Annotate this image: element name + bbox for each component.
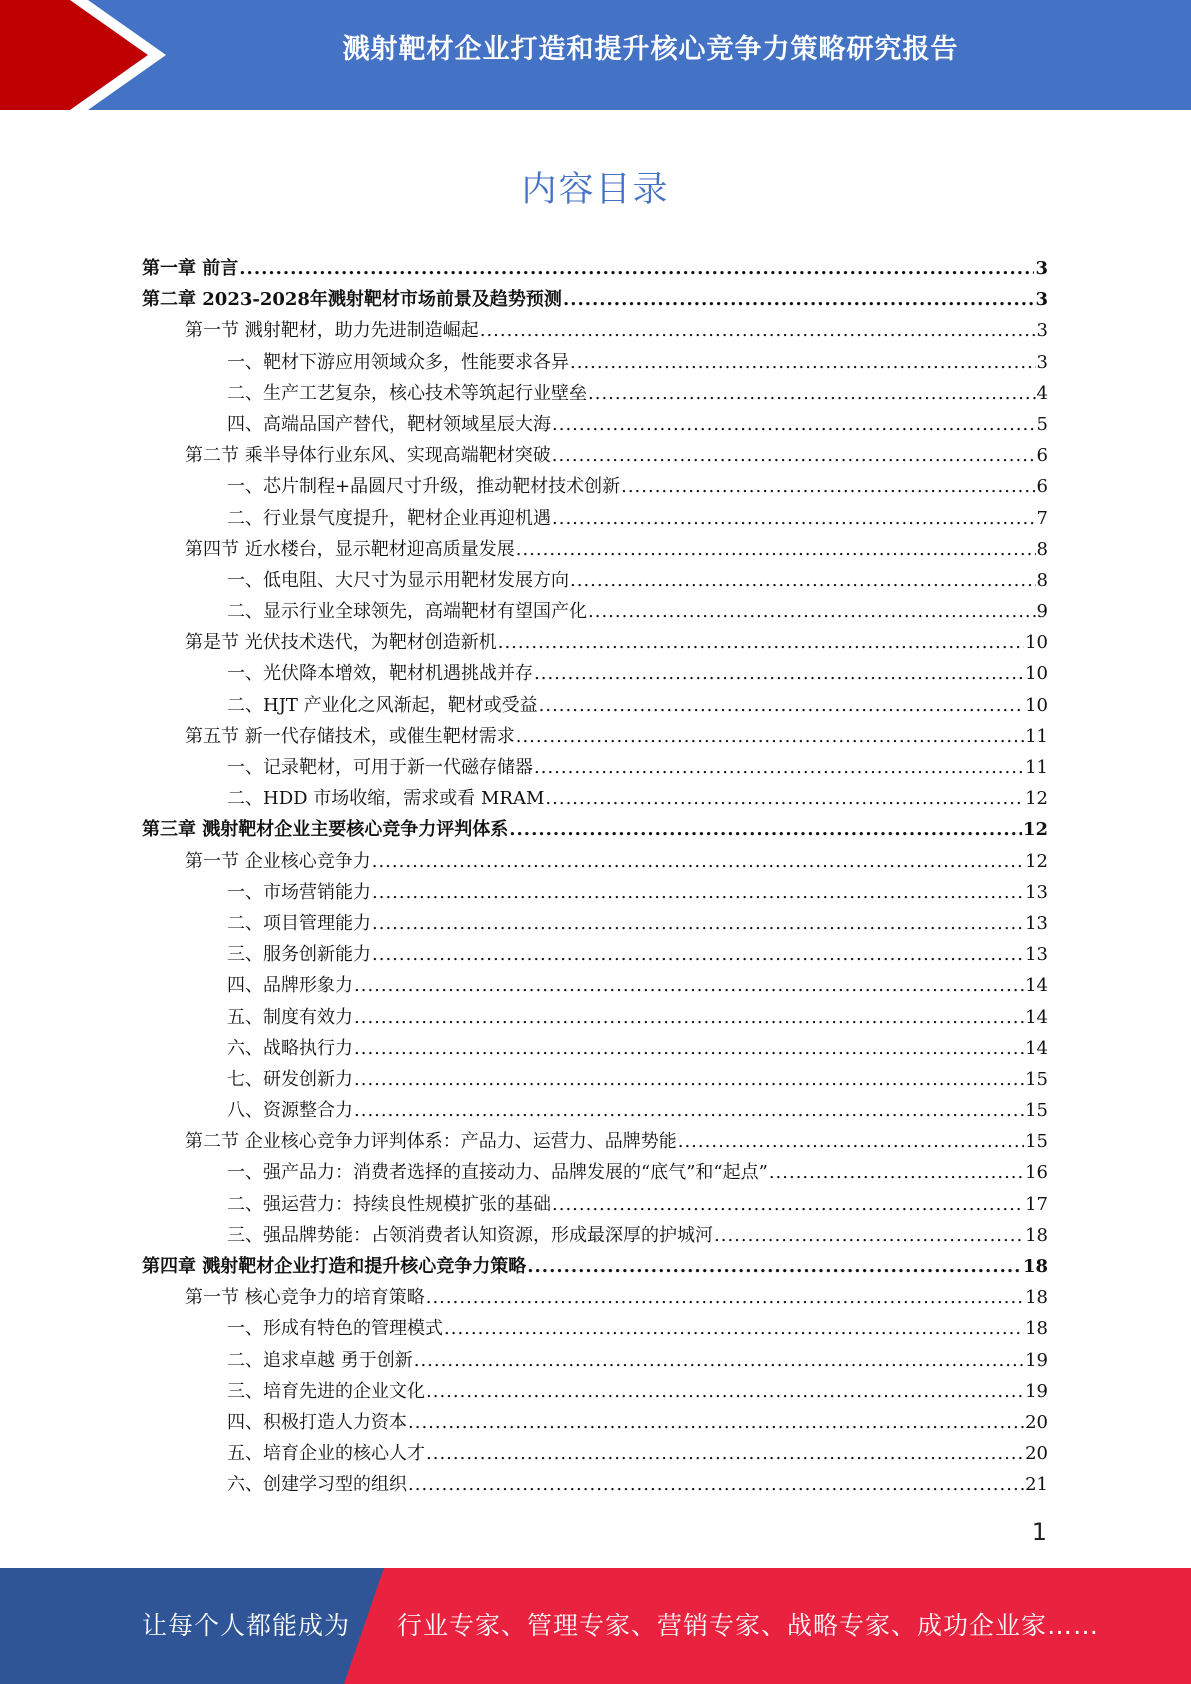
toc-entry[interactable]: [142, 565, 1048, 596]
toc-entry-title: 二、行业景气度提升，靶材企业再迎机遇: [227, 507, 551, 529]
toc-entry-title: 第四章 溅射靶材企业打造和提升核心竞争力策略: [142, 1256, 527, 1277]
toc-dot-leader: [354, 1064, 1024, 1095]
toc-entry-page: 17: [1025, 1193, 1048, 1215]
toc-dot-leader: [552, 1189, 1024, 1220]
toc-entry[interactable]: [142, 814, 1048, 845]
toc-dot-leader: [678, 1126, 1024, 1157]
toc-entry-page: 11: [1025, 725, 1048, 747]
toc-entry-page: 6: [1036, 445, 1048, 467]
toc-entry[interactable]: [142, 1345, 1048, 1376]
footer-slogan-right: 行业专家、管理专家、营销专家、战略专家、成功企业家……: [397, 1611, 1100, 1640]
toc-entry-page: 4: [1036, 382, 1048, 404]
toc-entry-page: 19: [1025, 1380, 1048, 1402]
toc-dot-leader: [570, 565, 1036, 596]
toc-entry-page: 3: [1036, 351, 1048, 373]
toc-dot-leader: [570, 347, 1036, 378]
toc-entry[interactable]: [142, 1064, 1048, 1095]
toc-entry-page: 15: [1025, 1131, 1048, 1153]
toc-entry[interactable]: [142, 1095, 1048, 1126]
toc-entry-title: 三、强品牌势能：占领消费者认知资源，形成最深厚的护城河: [227, 1224, 713, 1246]
toc-entry-page: 3: [1035, 258, 1048, 279]
toc-dot-leader: [239, 253, 1034, 284]
toc-dot-leader: [408, 1469, 1024, 1500]
toc-entry-title: 第五节 新一代存储技术，或催生靶材需求: [185, 725, 515, 747]
toc-entry[interactable]: [142, 471, 1048, 502]
toc-entry-title: 五、制度有效力: [227, 1006, 353, 1028]
toc-entry-page: 15: [1025, 1100, 1048, 1122]
toc-entry-page: 18: [1025, 1224, 1048, 1246]
toc-entry-page: 14: [1025, 975, 1048, 997]
toc-entry-page: 20: [1025, 1411, 1048, 1433]
toc-entry[interactable]: [142, 970, 1048, 1001]
toc-dot-leader: [444, 1313, 1024, 1344]
toc-entry-title: 二、强运营力：持续良性规模扩张的基础: [227, 1193, 551, 1215]
toc-dot-leader: [552, 440, 1036, 471]
toc-entry[interactable]: [142, 440, 1048, 471]
toc-entry-title: 第三章 溅射靶材企业主要核心竞争力评判体系: [142, 819, 509, 841]
toc-dot-leader: [534, 658, 1024, 689]
toc-entry-page: 19: [1025, 1349, 1048, 1371]
toc-entry-page: 16: [1025, 1162, 1048, 1184]
toc-entry[interactable]: [142, 658, 1048, 689]
toc-entry[interactable]: [142, 1189, 1048, 1220]
table-of-contents: [142, 253, 1048, 1501]
toc-entry-title: 一、形成有特色的管理模式: [227, 1318, 443, 1340]
toc-entry-title: 四、积极打造人力资本: [227, 1411, 407, 1433]
toc-entry[interactable]: [142, 1376, 1048, 1407]
toc-dot-leader: [516, 721, 1024, 752]
toc-entry-title: 四、品牌形象力: [227, 975, 353, 997]
toc-entry-title: 二、项目管理能力: [227, 912, 371, 934]
toc-entry-title: 五、培育企业的核心人才: [227, 1443, 425, 1465]
toc-entry-page: 8: [1036, 569, 1048, 591]
toc-entry-page: 10: [1025, 632, 1048, 654]
toc-entry-page: 18: [1025, 1318, 1048, 1340]
toc-entry[interactable]: [142, 347, 1048, 378]
report-title: 溅射靶材企业打造和提升核心竞争力策略研究报告: [342, 34, 959, 65]
toc-dot-leader: [588, 378, 1036, 409]
toc-entry[interactable]: [142, 534, 1048, 565]
toc-entry[interactable]: [142, 1033, 1048, 1064]
toc-entry-page: 18: [1022, 1256, 1048, 1277]
toc-entry[interactable]: [142, 1251, 1048, 1282]
toc-entry-title: 二、HJT 产业化之风渐起，靶材或受益: [227, 694, 538, 716]
toc-entry-title: 第是节 光伏技术迭代，为靶材创造新机: [185, 632, 497, 654]
toc-entry[interactable]: [142, 846, 1048, 877]
toc-dot-leader: [372, 908, 1024, 939]
toc-entry[interactable]: [142, 1282, 1048, 1313]
toc-entry[interactable]: [142, 253, 1048, 284]
toc-entry[interactable]: [142, 596, 1048, 627]
toc-entry-page: 15: [1025, 1068, 1048, 1090]
toc-dot-leader: [563, 284, 1035, 315]
toc-entry-page: 14: [1025, 1037, 1048, 1059]
toc-entry[interactable]: [142, 908, 1048, 939]
toc-entry[interactable]: [142, 690, 1048, 721]
toc-entry[interactable]: [142, 1157, 1048, 1188]
toc-dot-leader: [527, 1251, 1022, 1282]
toc-entry-title: 四、高端品国产替代，靶材领域星辰大海: [227, 413, 551, 435]
toc-dot-leader: [426, 1376, 1024, 1407]
toc-entry[interactable]: [142, 409, 1048, 440]
toc-entry-title: 第二节 乘半导体行业东风、实现高端靶材突破: [185, 445, 551, 467]
toc-entry-title: 一、靶材下游应用领域众多，性能要求各异: [227, 351, 569, 373]
toc-dot-leader: [354, 1095, 1024, 1126]
toc-dot-leader: [539, 690, 1024, 721]
toc-heading: 内容目录: [521, 170, 670, 210]
toc-dot-leader: [372, 846, 1024, 877]
toc-entry-page: 3: [1036, 320, 1048, 342]
footer-slogan-left: 让每个人都能成为: [142, 1611, 351, 1640]
toc-entry-title: 第一节 核心竞争力的培育策略: [185, 1287, 425, 1309]
toc-entry[interactable]: [142, 1002, 1048, 1033]
toc-entry-title: 第一节 企业核心竞争力: [185, 850, 371, 872]
toc-dot-leader: [534, 752, 1024, 783]
toc-entry-title: 二、显示行业全球领先，高端靶材有望国产化: [227, 601, 587, 623]
toc-entry-title: 一、市场营销能力: [227, 881, 371, 903]
toc-entry-page: 21: [1025, 1474, 1048, 1496]
toc-dot-leader: [769, 1157, 1024, 1188]
toc-entry-title: 第一节 溅射靶材，助力先进制造崛起: [185, 320, 479, 342]
toc-entry-page: 11: [1025, 757, 1048, 778]
toc-entry-title: 第四节 近水楼台，显示靶材迎高质量发展: [185, 538, 515, 560]
toc-dot-leader: [621, 471, 1035, 502]
toc-dot-leader: [426, 1282, 1024, 1313]
toc-entry-title: 一、光伏降本增效，靶材机遇挑战并存: [227, 663, 533, 685]
toc-dot-leader: [509, 814, 1022, 845]
toc-entry-title: 一、强产品力：消费者选择的直接动力、品牌发展的“底气”和“起点”: [227, 1162, 768, 1184]
toc-entry[interactable]: [142, 721, 1048, 752]
toc-entry-page: 12: [1022, 819, 1048, 841]
toc-entry-page: 12: [1025, 850, 1048, 872]
toc-dot-leader: [552, 503, 1036, 534]
toc-entry[interactable]: [142, 1407, 1048, 1438]
toc-dot-leader: [714, 1220, 1024, 1251]
toc-entry-page: 20: [1025, 1443, 1048, 1465]
toc-entry-title: 二、生产工艺复杂，核心技术等筑起行业壁垒: [227, 382, 587, 404]
toc-entry-title: 一、低电阻、大尺寸为显示用靶材发展方向: [227, 569, 569, 591]
toc-entry[interactable]: [142, 1438, 1048, 1469]
toc-entry[interactable]: [142, 1220, 1048, 1251]
toc-entry-title: 六、创建学习型的组织: [227, 1474, 407, 1496]
toc-entry-page: 10: [1025, 663, 1048, 685]
toc-entry-title: 一、记录靶材，可用于新一代磁存储器: [227, 757, 533, 778]
toc-entry-title: 第二节 企业核心竞争力评判体系：产品力、运营力、品牌势能: [185, 1131, 677, 1153]
toc-entry-page: 8: [1036, 538, 1048, 560]
toc-entry-title: 七、研发创新力: [227, 1068, 353, 1090]
toc-entry-title: 二、HDD 市场收缩，需求或看 MRAM: [227, 788, 545, 810]
toc-entry[interactable]: [142, 315, 1048, 346]
toc-entry-page: 5: [1036, 413, 1048, 435]
toc-entry[interactable]: [142, 877, 1048, 908]
toc-dot-leader: [516, 534, 1036, 565]
toc-entry-page: 12: [1025, 788, 1048, 810]
toc-entry[interactable]: [142, 1126, 1048, 1157]
toc-dot-leader: [414, 1345, 1024, 1376]
toc-entry-page: 13: [1025, 881, 1048, 903]
toc-dot-leader: [480, 315, 1036, 346]
page-number: 1: [1031, 1518, 1047, 1546]
toc-entry[interactable]: [142, 939, 1048, 970]
toc-entry-page: 10: [1025, 694, 1048, 716]
toc-entry-title: 第二章 2023-2028年溅射靶材市场前景及趋势预测: [142, 289, 562, 311]
toc-entry-title: 六、战略执行力: [227, 1037, 353, 1059]
toc-dot-leader: [498, 627, 1024, 658]
toc-dot-leader: [354, 1002, 1024, 1033]
toc-entry-page: 14: [1025, 1006, 1048, 1028]
toc-entry-page: 13: [1025, 944, 1048, 966]
toc-entry[interactable]: [142, 783, 1048, 814]
toc-entry-title: 八、资源整合力: [227, 1100, 353, 1122]
toc-entry[interactable]: [142, 284, 1048, 315]
header-banner: [0, 0, 1191, 110]
toc-entry[interactable]: [142, 752, 1048, 783]
toc-entry-page: 9: [1036, 601, 1048, 623]
toc-dot-leader: [354, 970, 1024, 1001]
toc-dot-leader: [552, 409, 1036, 440]
toc-dot-leader: [354, 1033, 1024, 1064]
toc-entry[interactable]: [142, 1313, 1048, 1344]
toc-dot-leader: [426, 1438, 1024, 1469]
toc-entry-page: 7: [1036, 507, 1048, 529]
toc-entry-title: 第一章 前言: [142, 258, 239, 279]
toc-entry-title: 二、追求卓越 勇于创新: [227, 1349, 413, 1371]
toc-entry[interactable]: [142, 503, 1048, 534]
toc-dot-leader: [372, 877, 1024, 908]
toc-entry[interactable]: [142, 627, 1048, 658]
toc-dot-leader: [588, 596, 1036, 627]
footer-banner: [0, 1568, 1191, 1684]
toc-entry[interactable]: [142, 378, 1048, 409]
toc-entry-title: 三、服务创新能力: [227, 944, 371, 966]
toc-entry-page: 6: [1036, 476, 1048, 498]
toc-entry-page: 3: [1035, 289, 1048, 311]
toc-dot-leader: [545, 783, 1024, 814]
toc-entry-title: 三、培育先进的企业文化: [227, 1380, 425, 1402]
toc-entry-page: 13: [1025, 912, 1048, 934]
toc-dot-leader: [408, 1407, 1024, 1438]
toc-entry-title: 一、芯片制程+晶圆尺寸升级，推动靶材技术创新: [227, 476, 621, 498]
toc-entry-page: 18: [1025, 1287, 1048, 1309]
toc-entry[interactable]: [142, 1469, 1048, 1500]
toc-dot-leader: [372, 939, 1024, 970]
